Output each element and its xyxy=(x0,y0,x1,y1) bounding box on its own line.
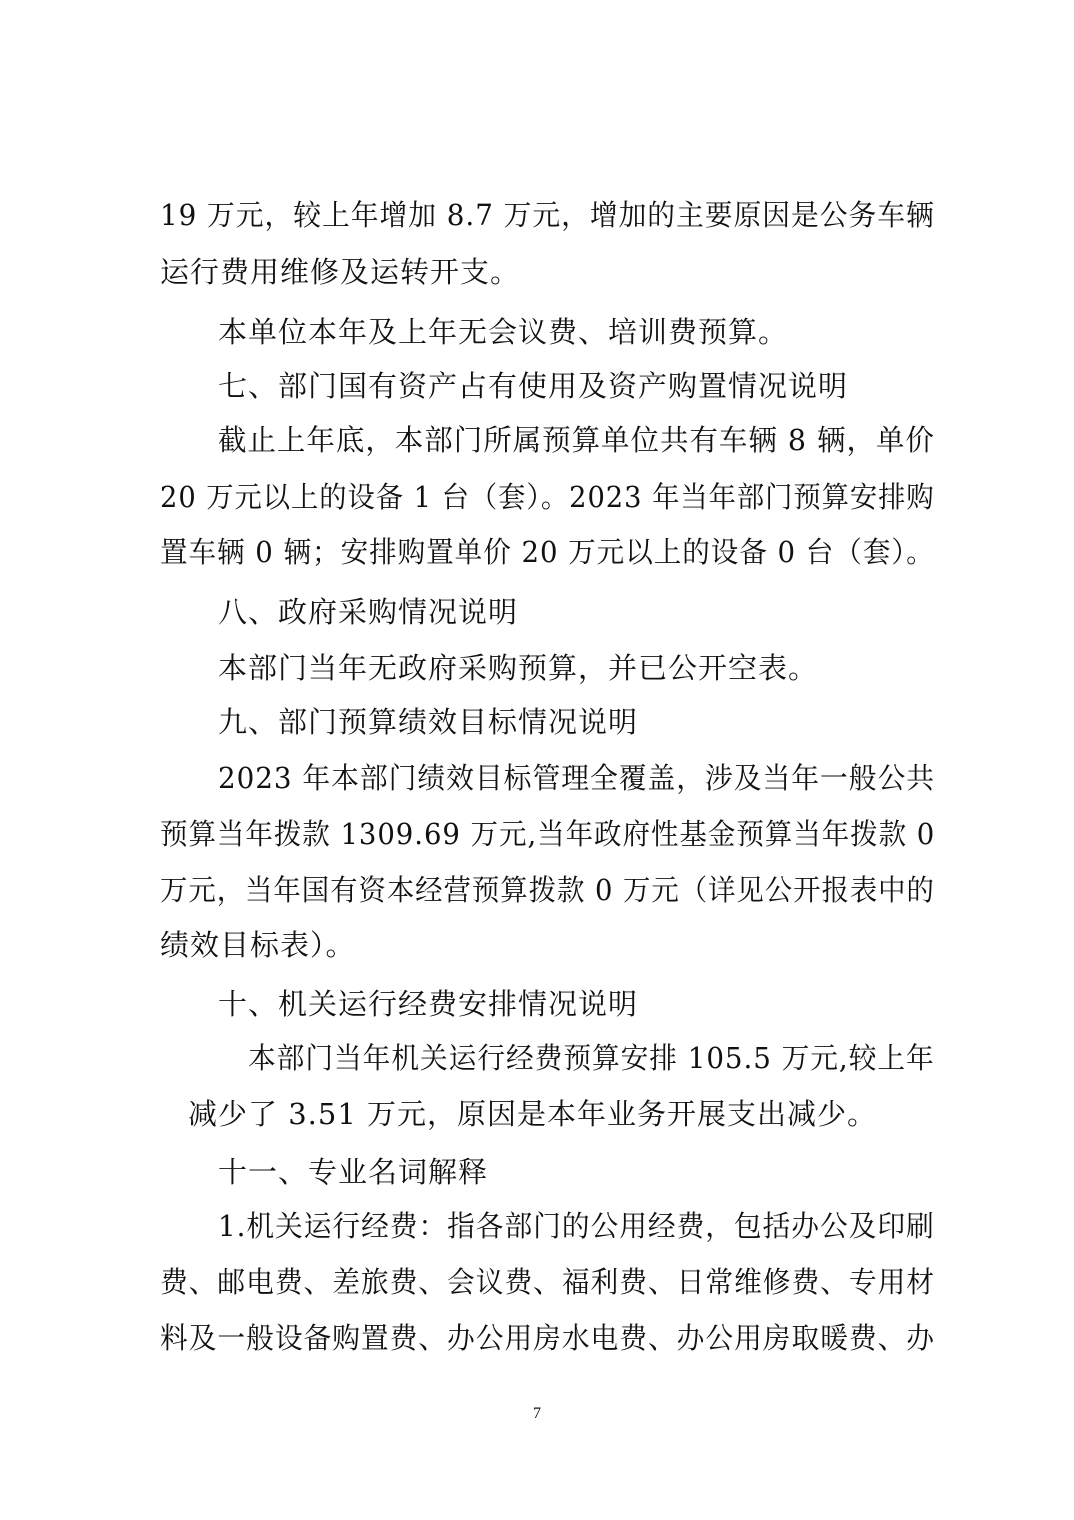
paragraph-line: 减少了 3.51 万元，原因是本年业务开展支出减少。 xyxy=(188,1097,878,1131)
paragraph-line: 万元，当年国有资本经营预算拨款 0 万元（详见公开报表中的 xyxy=(160,873,935,907)
paragraph-line: 1.机关运行经费：指各部门的公用经费，包括办公及印刷 xyxy=(218,1209,935,1243)
paragraph-line: 本单位本年及上年无会议费、培训费预算。 xyxy=(218,315,789,349)
paragraph-line: 置车辆 0 辆；安排购置单价 20 万元以上的设备 0 台（套）。 xyxy=(160,535,935,569)
section-heading-11: 十一、专业名词解释 xyxy=(218,1155,489,1189)
page-number: 7 xyxy=(533,1405,541,1422)
paragraph-line: 19 万元，较上年增加 8.7 万元，增加的主要原因是公务车辆 xyxy=(160,198,935,232)
paragraph-line: 绩效目标表）。 xyxy=(160,928,356,962)
paragraph-line: 预算当年拨款 1309.69 万元,当年政府性基金预算当年拨款 0 xyxy=(160,817,936,851)
paragraph-line: 费、邮电费、差旅费、会议费、福利费、日常维修费、专用材 xyxy=(160,1265,936,1299)
paragraph-line: 运行费用维修及运转开支。 xyxy=(160,255,521,289)
paragraph-line: 本部门当年无政府采购预算，并已公开空表。 xyxy=(218,651,819,685)
paragraph-line: 截止上年底，本部门所属预算单位共有车辆 8 辆，单价 xyxy=(218,423,935,457)
section-heading-9: 九、部门预算绩效目标情况说明 xyxy=(218,705,639,739)
section-heading-8: 八、政府采购情况说明 xyxy=(218,595,519,629)
section-heading-10: 十、机关运行经费安排情况说明 xyxy=(218,987,639,1021)
paragraph-line: 20 万元以上的设备 1 台（套）。2023 年当年部门预算安排购 xyxy=(160,480,935,514)
paragraph-line: 2023 年本部门绩效目标管理全覆盖，涉及当年一般公共 xyxy=(218,761,936,795)
section-heading-7: 七、部门国有资产占有使用及资产购置情况说明 xyxy=(218,369,849,403)
paragraph-line: 料及一般设备购置费、办公用房水电费、办公用房取暖费、办 xyxy=(160,1321,936,1355)
paragraph-line: 本部门当年机关运行经费预算安排 105.5 万元,较上年 xyxy=(248,1041,935,1075)
